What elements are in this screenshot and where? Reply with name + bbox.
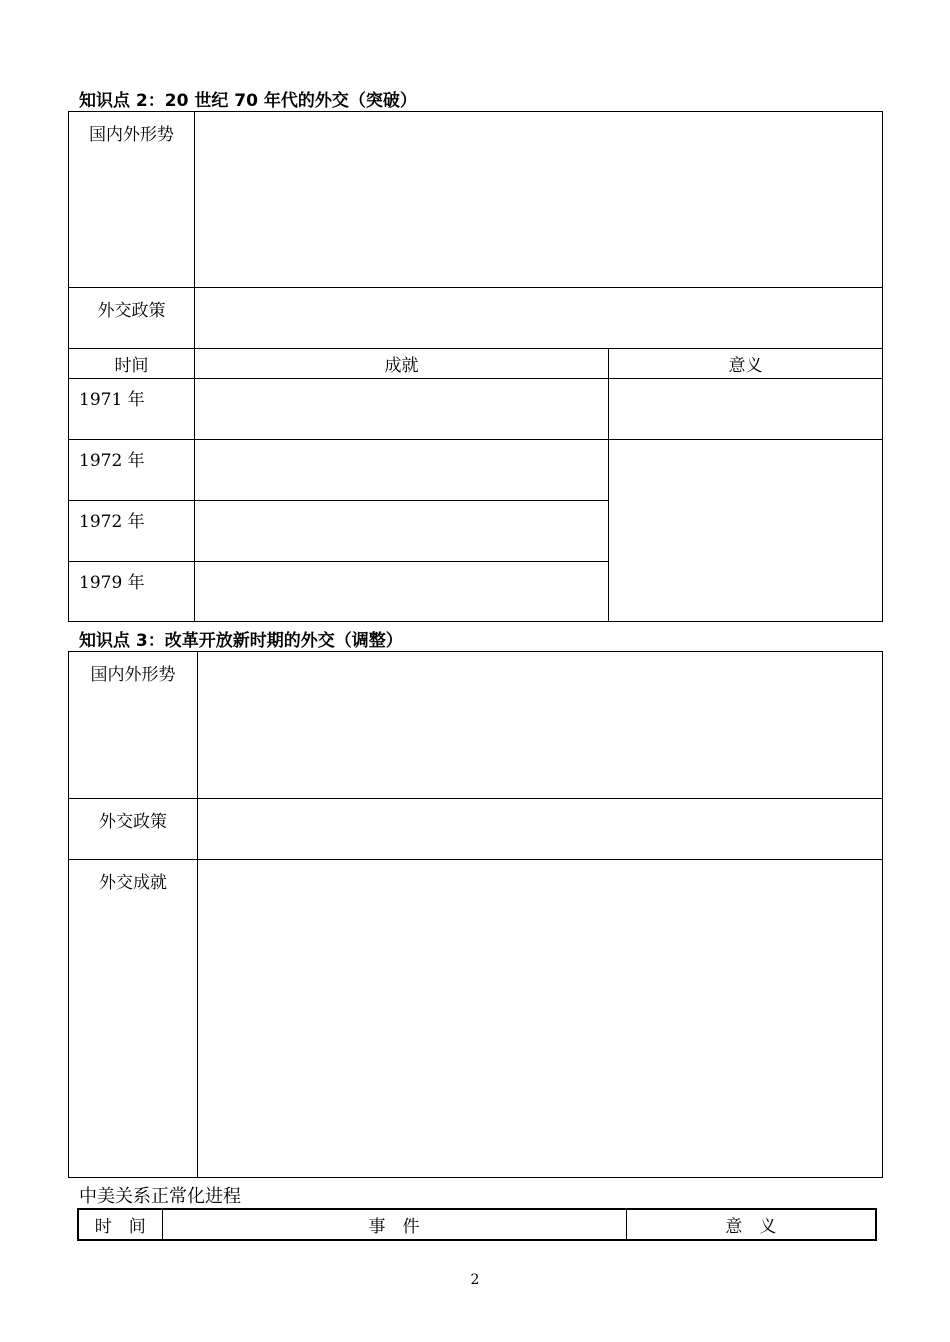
- section2-table: [68, 111, 883, 622]
- significance-header: 意义: [609, 349, 883, 379]
- year-cell: 1972 年: [69, 440, 195, 501]
- situation-label: 国内外形势: [69, 112, 195, 288]
- sino-us-table: [77, 1208, 877, 1241]
- significance-answer-cell[interactable]: [609, 440, 883, 622]
- achievement-answer-cell[interactable]: [195, 501, 609, 562]
- time-header: 时间: [69, 349, 195, 379]
- achievement-label: 外交成就: [69, 860, 198, 1178]
- achievement-answer-cell[interactable]: [195, 562, 609, 622]
- sino-us-title: 中美关系正常化进程: [79, 1186, 241, 1207]
- achievement-answer-cell[interactable]: [195, 440, 609, 501]
- achievement-header: 成就: [195, 349, 609, 379]
- policy-label: 外交政策: [69, 288, 195, 349]
- event-header: 事 件: [162, 1209, 626, 1240]
- policy-answer-cell[interactable]: [195, 288, 883, 349]
- significance-answer-cell[interactable]: [609, 379, 883, 440]
- section2-heading: 知识点 2：20 世纪 70 年代的外交（突破）: [79, 91, 417, 111]
- policy-label: 外交政策: [69, 799, 198, 860]
- achievement-answer-cell[interactable]: [198, 860, 883, 1178]
- situation-answer-cell[interactable]: [198, 652, 883, 799]
- year-cell: 1972 年: [69, 501, 195, 562]
- achievement-answer-cell[interactable]: [195, 379, 609, 440]
- year-cell: 1979 年: [69, 562, 195, 622]
- section3-heading: 知识点 3：改革开放新时期的外交（调整）: [79, 631, 403, 651]
- time-header: 时 间: [78, 1209, 162, 1240]
- significance-header: 意 义: [626, 1209, 876, 1240]
- page-number: 2: [470, 1272, 480, 1288]
- section3-table: [68, 651, 883, 1178]
- policy-answer-cell[interactable]: [198, 799, 883, 860]
- year-cell: 1971 年: [69, 379, 195, 440]
- situation-label: 国内外形势: [69, 652, 198, 799]
- situation-answer-cell[interactable]: [195, 112, 883, 288]
